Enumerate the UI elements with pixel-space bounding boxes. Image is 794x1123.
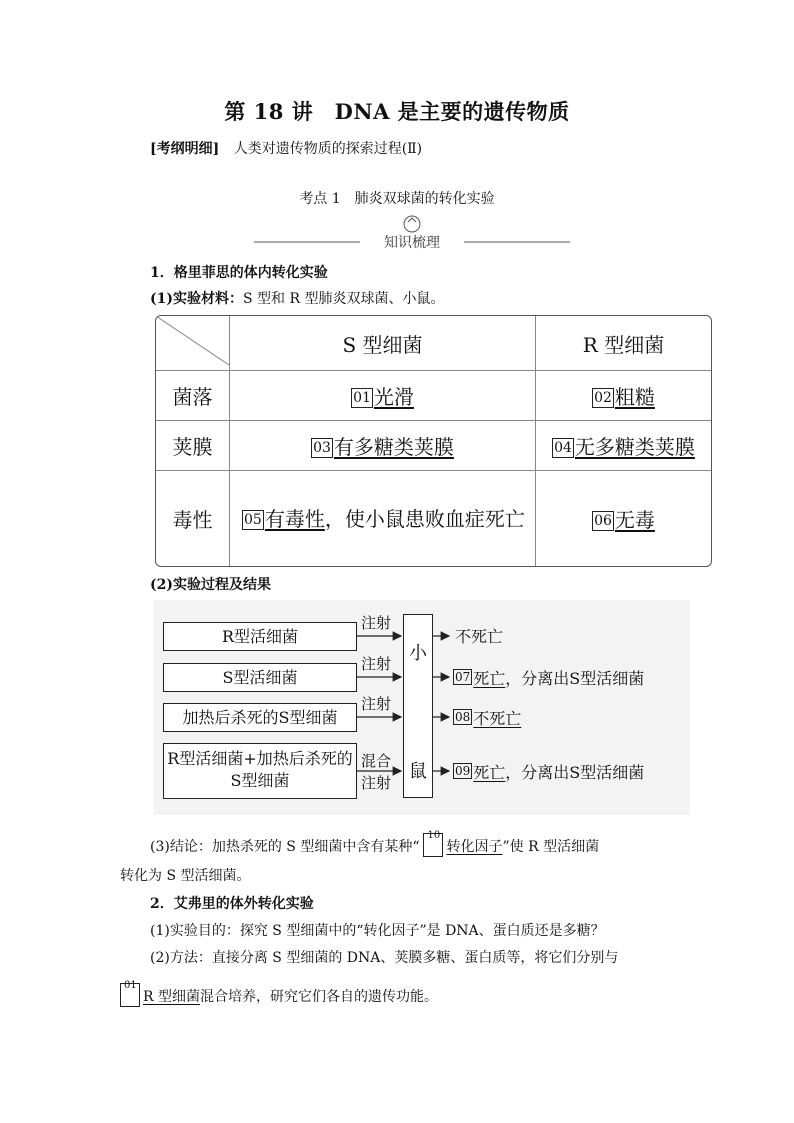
inject-label: 注射 [361, 655, 392, 673]
row-label: 菌落 [156, 371, 230, 421]
answer-number: 10 [427, 830, 441, 841]
conclusion-suffix: ”使 R 型活细菌 [502, 839, 600, 855]
result-line [453, 706, 521, 729]
section-banner [250, 212, 574, 252]
inject-label: 注射 [361, 695, 392, 713]
conclusion-answer: 转化因子 [446, 839, 503, 855]
method-rest: 混合培养，研究它们各自的遗传功能。 [200, 989, 438, 1005]
experiment-flow-diagram [153, 600, 690, 815]
material-line [150, 288, 444, 308]
group-box: R型活细菌 [163, 622, 357, 651]
part2-heading: 2．艾弗里的体外转化实验 [150, 896, 314, 912]
property-table [155, 315, 712, 567]
table-cell [230, 471, 536, 567]
answer-number: 05 [244, 511, 262, 528]
table-cell [536, 471, 712, 567]
inject-label: 注射 [361, 774, 392, 792]
column-header-s: S 型细菌 [230, 316, 536, 371]
answer-text: 光滑 [373, 385, 414, 409]
answer-text: 有多糖类荚膜 [333, 435, 454, 459]
result-rest: ，分离出S型活细菌 [505, 669, 645, 688]
group-box: S型活细菌 [163, 663, 357, 692]
conclusion-prefix: (3)结论：加热杀死的 S 型细菌中含有某种“ [150, 839, 420, 855]
table-corner [156, 316, 230, 371]
answer-text: 无毒 [614, 508, 655, 532]
answer-number-box [120, 980, 140, 1007]
conclusion-line-2: 转化为 S 型活细菌。 [120, 868, 251, 884]
purpose-line: (1)实验目的：探究 S 型细菌中的“转化因子”是 DNA、蛋白质还是多糖？ [150, 923, 605, 939]
row-label: 荚膜 [156, 421, 230, 471]
result-rest: ，分离出S型活细菌 [505, 763, 645, 782]
answer-number: 02 [594, 390, 612, 406]
outline-text: 人类对遗传物质的探索过程(Ⅱ) [233, 141, 423, 157]
group-box: R型活细菌+加热后杀死的S型细菌 [163, 743, 357, 799]
row-label: 毒性 [156, 471, 230, 567]
table-cell [230, 371, 536, 421]
outline-tag: [考纲明细] [150, 141, 220, 157]
banner-label: 知识梳理 [384, 235, 440, 251]
answer-number: 01 [353, 390, 371, 406]
table-row [156, 471, 711, 567]
answer-number: 08 [455, 710, 471, 724]
answer-text: 粗糙 [614, 385, 655, 409]
mouse-char-2: 鼠 [409, 761, 427, 782]
answer-number: 04 [554, 440, 572, 456]
page-title: 第 18 讲 DNA 是主要的遗传物质 [224, 99, 570, 124]
table-row [156, 371, 711, 421]
answer-text: 无多糖类荚膜 [574, 435, 695, 459]
result-line [455, 624, 503, 647]
answer-number: 07 [455, 670, 471, 684]
part1-heading: 1．格里菲思的体内转化实验 [150, 265, 328, 281]
mouse-box [403, 614, 433, 798]
table-cell [230, 421, 536, 471]
diagonal-line-icon [156, 316, 229, 365]
answer-text: 死亡 [473, 669, 506, 688]
table-cell [536, 371, 712, 421]
answer-text: 不死亡 [473, 709, 522, 728]
table-cell [536, 421, 712, 471]
group-box: 加热后杀死的S型细菌 [163, 703, 357, 732]
process-heading: (2)实验过程及结果 [150, 577, 271, 593]
answer-number-box [423, 830, 443, 857]
answer-number: 03 [313, 440, 331, 456]
inject-label: 注射 [361, 614, 392, 632]
answer-text: 死亡 [473, 763, 506, 782]
result-line [453, 760, 644, 783]
section-title: 考点 1 肺炎双球菌的转化实验 [299, 191, 495, 207]
result-line [453, 666, 644, 689]
material-text: S 型和 R 型肺炎双球菌、小鼠。 [243, 291, 445, 307]
material-prefix: (1)实验材料： [150, 291, 243, 307]
answer-text: 有毒性 [264, 506, 325, 531]
outline-line [150, 138, 422, 158]
cell-rest-text: ，使小鼠患败血症死亡 [324, 506, 525, 531]
mix-label: 混合 [361, 752, 392, 770]
result-text: 不死亡 [455, 627, 504, 646]
answer-number: 09 [455, 764, 471, 778]
column-header-r: R 型细菌 [536, 316, 712, 371]
table-row [156, 421, 711, 471]
method-line-1: (2)方法：直接分离 S 型细菌的 DNA、荚膜多糖、蛋白质等，将它们分别与 [150, 950, 619, 966]
method-answer: R 型细菌 [143, 989, 200, 1005]
answer-number: 06 [594, 513, 612, 529]
method-line-2 [120, 980, 438, 1007]
mouse-char-1: 小 [409, 643, 427, 664]
answer-number: 01 [124, 980, 137, 991]
conclusion-line [150, 830, 600, 857]
